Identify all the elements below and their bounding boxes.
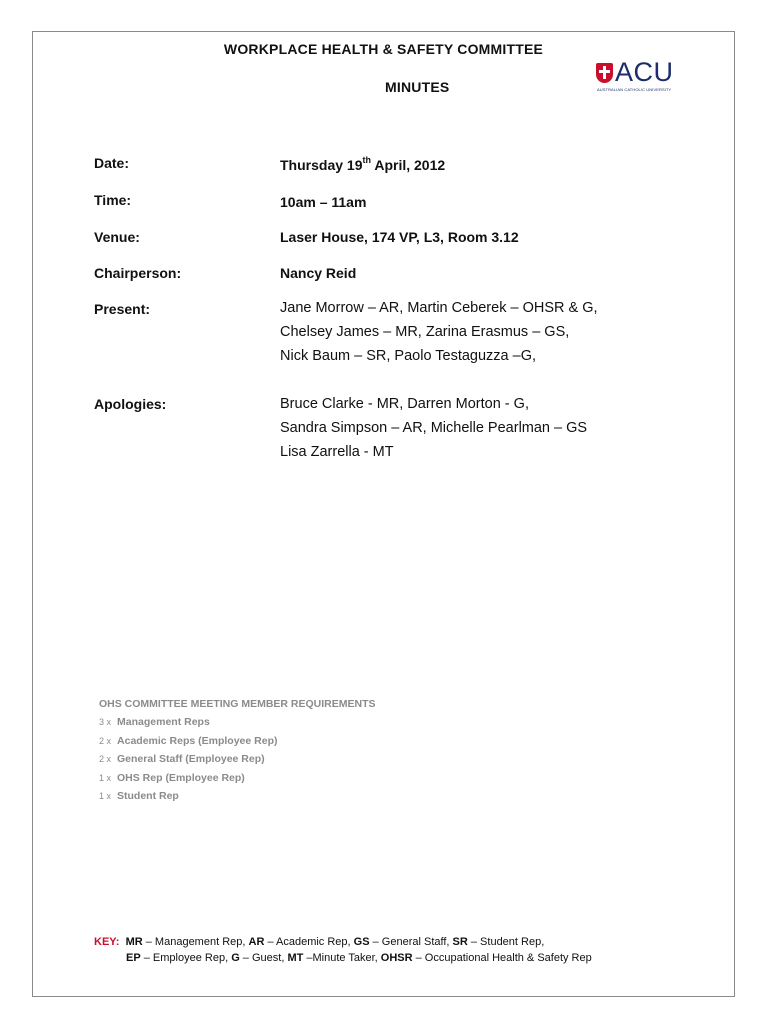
requirement-label: Management Reps [117,716,210,728]
present-line: Nick Baum – SR, Paolo Testaguzza –G, [280,348,537,364]
requirement-item [99,771,376,790]
requirement-item [99,715,376,734]
logo-wordmark: ACU [615,57,674,87]
member-requirements [99,698,376,808]
date-label: Date: [94,155,130,171]
venue-label: Venue: [94,229,140,245]
key-abbr: MR [125,936,143,948]
time-value: 10am – 11am [280,194,367,210]
key-desc: –Minute Taker, [303,952,381,964]
key-abbr: EP [126,952,141,964]
key-desc: – Student Rep, [467,936,545,948]
requirement-count: 1 x [99,791,112,802]
key-abbr: GS [353,936,370,948]
key-desc: – General Staff, [369,936,453,948]
document-subtitle: MINUTES [385,79,450,95]
logo-subtext: AUSTRALIAN CATHOLIC UNIVERSITY [597,87,672,92]
key-abbr: MT [287,952,304,964]
present-label: Present: [94,301,151,317]
present-line: Jane Morrow – AR, Martin Ceberek – OHSR & G, [280,300,598,316]
requirement-label: General Staff (Employee Rep) [117,753,265,766]
present-line: Chelsey James – MR, Zarina Erasmus – GS, [280,324,570,340]
apologies-line: Lisa Zarrella - MT [280,444,394,460]
acu-logo [596,57,680,96]
requirement-label: Academic Reps (Employee Rep) [117,734,278,747]
requirements-title: OHS COMMITTEE MEETING MEMBER REQUIREMENTS [99,698,376,710]
key-line [94,934,592,950]
apologies-label: Apologies: [94,396,167,412]
key-desc: – Employee Rep, [140,952,232,964]
key-desc: – Occupational Health & Safety Rep [412,952,592,964]
date-value-suffix: th [362,155,371,165]
key-abbr: AR [248,936,265,948]
apologies-line: Sandra Simpson – AR, Michelle Pearlman – GS [280,420,588,436]
requirement-item [99,752,376,771]
page-border [32,31,735,997]
apologies-line: Bruce Clarke - MR, Darren Morton - G, [280,396,529,412]
document-title: WORKPLACE HEALTH & SAFETY COMMITTEE [223,41,544,57]
key-desc: – Guest, [239,952,288,964]
requirement-count: 2 x [99,735,112,746]
chairperson-value: Nancy Reid [280,265,357,281]
chairperson-label: Chairperson: [94,265,182,281]
key-line [94,950,592,966]
key-desc: – Management Rep, [142,936,249,948]
date-value-main: Thursday 19 [280,157,363,173]
key-desc: – Academic Rep, [264,936,354,948]
key-abbr: SR [452,936,468,948]
requirement-count: 1 x [99,772,112,783]
key-abbr: OHSR [380,952,413,964]
requirement-label: Student Rep [117,790,179,803]
time-label: Time: [94,192,132,208]
requirement-count: 3 x [99,717,112,727]
key-abbr: G [231,952,240,964]
requirement-item [99,734,376,753]
date-value [280,157,445,173]
requirement-label: OHS Rep (Employee Rep) [117,771,245,784]
venue-value: Laser House, 174 VP, L3, Room 3.12 [280,229,519,245]
key-label: KEY: [94,936,120,948]
requirement-count: 2 x [99,754,112,765]
acu-shield-icon [596,63,613,83]
requirement-item [99,789,376,808]
date-value-rest: April, 2012 [370,157,446,173]
abbreviation-key [94,934,592,966]
